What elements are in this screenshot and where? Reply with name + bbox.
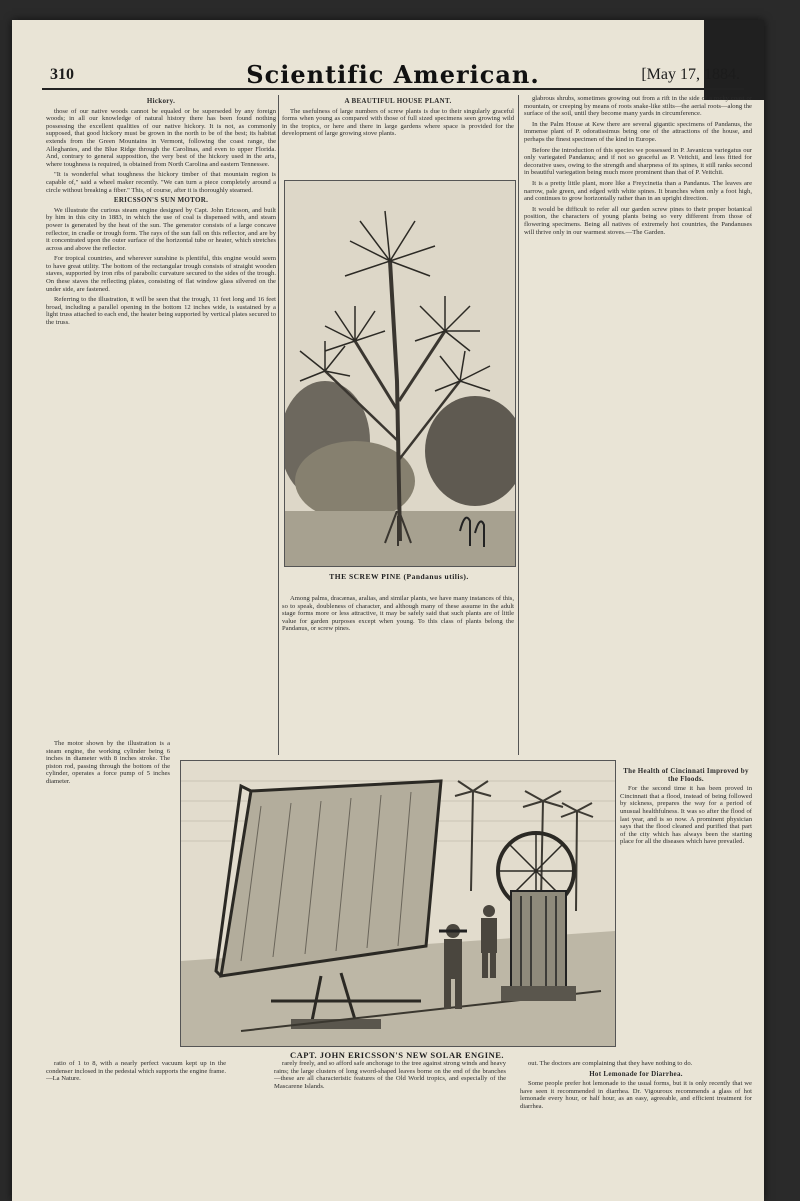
heading-house-plant: A BEAUTIFUL HOUSE PLANT. — [344, 97, 452, 105]
solar-engine-caption: CAPT. JOHN ERICSSON'S NEW SOLAR ENGINE. — [289, 1050, 505, 1060]
paragraph: out. The doctors are complaining that they have nothing to do. — [528, 1060, 693, 1067]
column-rule — [518, 95, 519, 755]
heading-hickory: Hickory. — [146, 97, 176, 105]
heading-cincinnati: The Health of Cincinnati Improved by the Floods. — [623, 767, 749, 783]
heading-sun-motor: ERICSSON'S SUN MOTOR. — [113, 196, 209, 205]
issue-date: [May 17, 1884. — [641, 66, 740, 83]
article-house-plant-continued — [282, 595, 514, 750]
paragraph: those of our native woods cannot be equaled or be superseded by any foreign woods; in all our knowledge of natural history there has been found nothing possessing the excellent qualities of our native hickory. It is not, as commonly supposed, that good hickory must be grown in the north to be of the best; its habitat extends from the Green Mountains in Vermont, following the coast range, the Alleghanies, and the Blue Ridge through the Carolinas, and even to upper Florida. And, contrary to general supposition, the very best of the hickory used in the arts, where toughness is required, is obtained from North Carolina and eastern Tennessee. — [46, 107, 276, 168]
paragraph: It is a pretty little plant, more like a Freycinetia than a Pandanus. The leaves are narrow, pale green, and edged with white spines. It branches when only a foot high, and continues to grow horizontally rather than in an upright direction. — [524, 179, 752, 203]
newspaper-page — [12, 20, 764, 1201]
solar-engine-illustration — [180, 760, 616, 1047]
article-house-plant-end — [274, 1060, 506, 1200]
screw-pine-illustration — [284, 180, 516, 567]
page-header — [42, 60, 744, 90]
article-sun-motor-end — [46, 1060, 226, 1200]
article-house-plant-column3 — [524, 95, 752, 745]
article-lemonade — [520, 1060, 752, 1200]
article-cincinnati-floods — [620, 765, 752, 1055]
paragraph: For tropical countries, and wherever sunshine is plentiful, this engine would seem to have great utility. The bottom of the rectangular trough consists of straight wooden staves, supported by iron ribs of parabolic curvature secured to the sides of the trough. On these staves the reflecting plates, consisting of flat window glass silvered on the under side, are fastened. — [46, 255, 276, 293]
heading-lemonade: Hot Lemonade for Diarrhea. — [589, 1069, 683, 1078]
paragraph: Some people prefer hot lemonade to the usual forms, but it is only recently that we have seen it recommended in diarrhea. Dr. Vigouroux recommends a glass of hot lemonade every hour, or half hour, as an easy, agreeable, and efficient treatment for diarrhea. — [520, 1080, 752, 1110]
article-hickory-and-sun-motor — [46, 95, 276, 735]
column-rule — [278, 95, 279, 755]
masthead-title: Scientific American. — [246, 60, 540, 89]
paragraph: glabrous shrubs, sometimes growing out from a rift in the side of a rocky coast or mountain, or creeping by means of roots snake-like stilts—the aerial roots—along the surface of the soil, until they become many yards in circumference. — [524, 95, 752, 118]
paragraph: It would be difficult to refer all our garden screw pines to their proper botanical position, the characters of young plants being so very different from those of flowering specimens. Being all natives of extremely hot countries, the Pandanuses will thrive only in our warmest stoves.—The Garden. — [524, 205, 752, 236]
paragraph: "It is wonderful what toughness the hickory timber of that mountain region is capable of," said a wheel maker recently. "We can turn a piece completely around a circle without breaking a fiber." This, of course, after it is thoroughly steamed. — [46, 171, 276, 194]
paragraph: In the Palm House at Kew there are several gigantic specimens of Pandanus, the immense plant of P. odoratissimus being one of the attractions of the house, and perhaps the finest specimen of the kind in Europe. — [524, 120, 752, 143]
paragraph: The usefulness of large numbers of screw plants is due to their singularly graceful forms when young as compared with those of full sized specimens seen growing wild in the tropics, or here and there in large gardens where space is provided for the development of large growing stove plants. — [282, 107, 514, 138]
paragraph: Referring to the illustration, it will be seen that the trough, 11 feet long and 16 feet broad, including a parallel opening in the bottom 12 inches wide, is sustained by a light truss attached to each end, the heater being supported by vertical plates secured to the truss. — [46, 296, 276, 327]
paragraph: Among palms, dracænas, aralias, and similar plants, we have many instances of this, so to speak, doubleness of character, and although many of these assume in the adult stage forms more or less attractive, it may be safely said that such plants are of little value for garden purposes except when young. To this class of plants belong the Pandanus, or screw pines. — [282, 595, 514, 633]
paragraph: rarely freely, and so afford safe anchorage to the tree against strong winds and heavy rains; the large clusters of long sword-shaped leaves borne on the end of the branches—these are all characteristic features of the Old World tropics, and especially of the Mascarene Islands. — [274, 1060, 506, 1090]
paragraph: ratio of 1 to 8, with a nearly perfect vacuum kept up in the condenser inclosed in the pedestal which supports the engine frame.—La Nature. — [46, 1060, 226, 1083]
paragraph: We illustrate the curious steam engine designed by Capt. John Ericsson, and built by him in this city in 1883, in which the use of coal is dispensed with, and steam power is generated by the heat of the sun. The generator consists of a large concave reflector, in cradle or trough form. The rays of the sun fall on this reflector, and are by it concentrated upon the outer surface of the horizontal tube or heater, which stretches across and above the reflector. — [46, 206, 276, 252]
paragraph: The motor shown by the illustration is a steam engine, the working cylinder being 6 inches in diameter with 8 inches stroke. The piston rod, passing through the bottom of the cylinder, operates a force pump of 5 inches diameter. — [46, 740, 170, 785]
article-house-plant — [282, 95, 514, 175]
paragraph: Before the introduction of this species we possessed in P. Javanicus variegatus our only variegated Pandanus; and if not so graceful as P. Veitchii, and less fitted for decorative uses, owing to the strength and sharpness of its spines, it still ranks second in beautiful variegation being much more prominent than that of P. Veitchii. — [524, 146, 752, 177]
page-number: 310 — [50, 66, 74, 83]
screw-pine-caption: THE SCREW PINE (Pandanus utilis). — [329, 572, 469, 581]
paragraph: For the second time it has been proved in Cincinnati that a flood, instead of being followed by sickness, prepares the way for a period of unusual healthfulness. It was so after the flood of last year, and is so now. A prominent physician says that the flood cleaned and purified that part of the city which has always been the starting place for all the diseases which have prevailed. — [620, 785, 752, 846]
